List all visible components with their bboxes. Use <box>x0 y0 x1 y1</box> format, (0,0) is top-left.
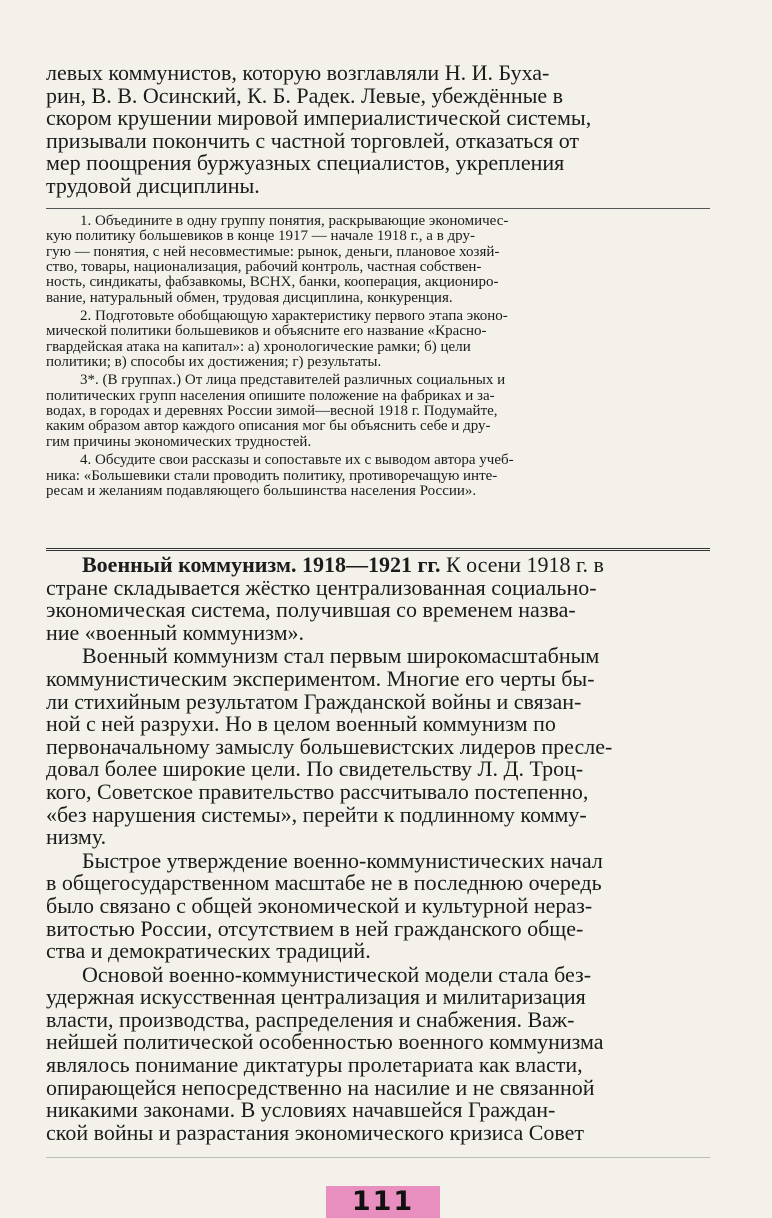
question-line: ресам и желаниям подавляющего большинства населения России». <box>46 482 477 499</box>
question-item <box>46 309 710 370</box>
paragraph-line: нейшей политической особенностью военного коммунизма <box>46 1029 604 1055</box>
question-line: мической политики большевиков и объясните его название «Красно- <box>46 323 487 340</box>
question-line: гвардейская атака на капитал»: а) хронологические рамки; б) цели <box>46 338 471 355</box>
question-line: гую — понятия, с ней несовместимые: рынок, деньги, плановое хозяй- <box>46 243 500 260</box>
intro-line: мер поощрения буржуазных специалистов, укрепления <box>46 150 565 176</box>
question-line: кую политику большевиков в конце 1917 — начале 1918 г., а в дру- <box>46 228 475 245</box>
question-line: 2. Подготовьте обобщающую характеристику первого этапа эконо- <box>80 308 508 325</box>
paragraph-line: ли стихийным результатом Гражданской войны и связан- <box>46 688 582 714</box>
paragraph-line: было связано с общей экономической и культурной нераз- <box>46 892 593 918</box>
intro-line: рин, В. В. Осинский, К. Б. Радек. Левые, убеждённые в <box>46 82 564 108</box>
section-heading: Военный коммунизм. 1918—1921 гг. <box>82 552 441 577</box>
section-paragraph <box>46 961 710 1145</box>
paragraph-line: опирающейся непосредственно на насилие и не связанной <box>46 1074 595 1100</box>
paragraph-line: первоначальному замыслу большевистских лидеров пресле- <box>46 733 613 759</box>
footer-separator <box>46 1157 710 1158</box>
paragraph-line: довал более широкие цели. По свидетельству Л. Д. Троц- <box>46 756 584 782</box>
paragraph-line: Быстрое утверждение военно-коммунистических начал <box>82 847 603 873</box>
intro-paragraph <box>46 62 710 198</box>
paragraph-line: экономическая система, получившая со временем назва- <box>46 597 576 623</box>
question-item <box>46 373 710 450</box>
paragraph-line: никакими законами. В условиях начавшейся Граждан- <box>46 1097 556 1123</box>
question-line: 3*. (В группах.) От лица представителей различных социальных и <box>80 372 506 389</box>
paragraph-line: низму. <box>46 824 107 850</box>
paragraph-line: кого, Советское правительство рассчитывало постепенно, <box>46 778 589 804</box>
paragraph-line: ние «военный коммунизм». <box>46 619 305 645</box>
question-line: гим причины экономических трудностей. <box>46 433 312 450</box>
questions-top-rule <box>46 208 710 209</box>
paragraph-line: коммунистическим экспериментом. Многие его черты бы- <box>46 665 595 691</box>
question-line: политических групп населения опишите положение на фабриках и за- <box>46 387 495 404</box>
paragraph-line: ной с ней разрухи. Но в целом военный коммунизм по <box>46 711 556 737</box>
section-paragraph <box>46 847 710 964</box>
intro-line: скором крушении мировой империалистической системы, <box>46 105 592 131</box>
question-line: ство, товары, национализация, рабочий контроль, частная собствен- <box>46 259 482 276</box>
paragraph-line: «без нарушения системы», перейти к подлинному комму- <box>46 801 587 827</box>
intro-line: трудовой дисциплины. <box>46 172 260 198</box>
page-number: 111 <box>326 1186 440 1218</box>
questions-block <box>46 214 710 499</box>
paragraph-line: ства и демократических традиций. <box>46 938 371 964</box>
paragraph-line: Военный коммунизм стал первым широкомасштабным <box>82 643 600 669</box>
section-heading-rest: К осени 1918 г. в <box>440 552 604 577</box>
intro-line: левых коммунистов, которую возглавляли Н. И. Буха- <box>46 60 550 85</box>
question-item <box>46 214 710 306</box>
section-paragraph <box>46 645 710 848</box>
paragraph-line: Основой военно-коммунистической модели стала без- <box>82 961 592 987</box>
paragraph-line: витостью России, отсутствием в ней гражданского обще- <box>46 915 584 941</box>
section-war-communism <box>46 554 710 1144</box>
paragraph-line: являлось понимание диктатуры пролетариата как власти, <box>46 1052 583 1078</box>
question-line: ника: «Большевики стали проводить политику, противоречащую инте- <box>46 467 498 484</box>
question-item <box>46 453 710 499</box>
paragraph-line: ской войны и разрастания экономического кризиса Совет <box>46 1119 585 1145</box>
intro-line: призывали покончить с частной торговлей, отказаться от <box>46 127 580 153</box>
section-first-line <box>46 554 710 577</box>
section-paragraph <box>46 574 710 645</box>
question-line: водах, в городах и деревнях России зимой—весной 1918 г. Подумайте, <box>46 403 498 420</box>
paragraph-line: в общегосударственном масштабе не в последнюю очередь <box>46 870 602 896</box>
question-line: каким образом автор каждого описания мог бы объяснить себе и дру- <box>46 418 491 435</box>
paragraph-line: удержная искусственная централизация и милитаризация <box>46 984 586 1010</box>
questions-bottom-rule <box>46 548 710 551</box>
paragraph-line: стране складывается жёстко централизованная социально- <box>46 574 597 600</box>
question-line: 1. Объедините в одну группу понятия, раскрывающие экономичес- <box>80 213 509 229</box>
question-line: вание, натуральный обмен, трудовая дисциплина, конкуренция. <box>46 289 453 306</box>
question-line: 4. Обсудите свои рассказы и сопоставьте их с выводом автора учеб- <box>80 452 514 469</box>
question-line: ность, синдикаты, фабзавкомы, ВСНХ, банки, кооперация, акциониро- <box>46 274 499 291</box>
question-line: политики; в) способы их достижения; г) результаты. <box>46 354 382 371</box>
paragraph-line: власти, производства, распределения и снабжения. Важ- <box>46 1006 575 1032</box>
